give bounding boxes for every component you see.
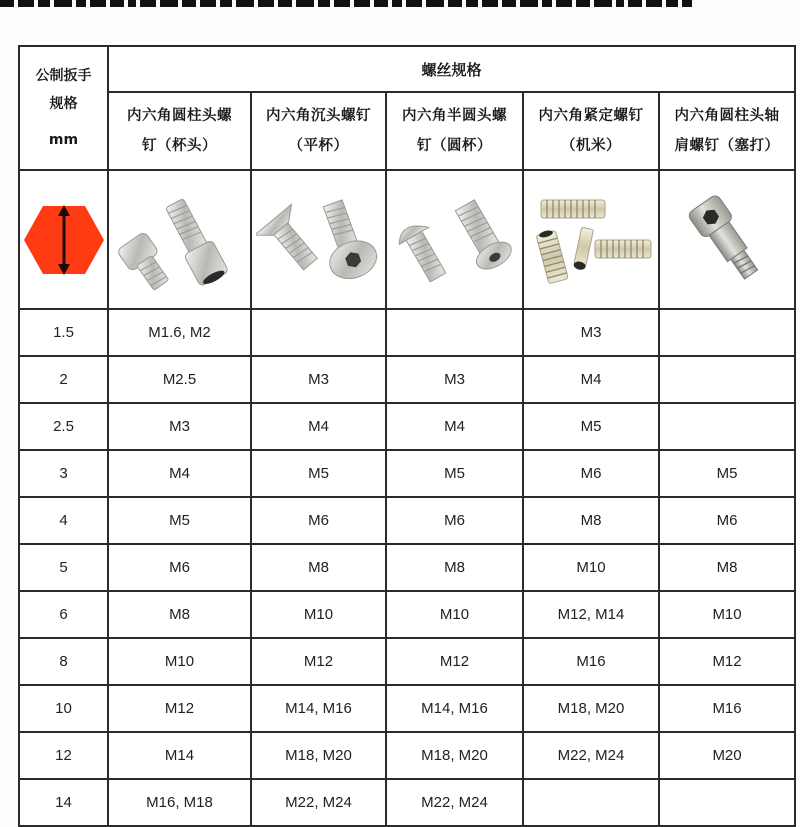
spec-cell: M5: [523, 403, 659, 450]
column-header-line2: 肩螺钉（塞打）: [674, 138, 780, 154]
spec-cell: M18, M20: [386, 732, 523, 779]
column-header-line2: （机米）: [561, 138, 621, 154]
spec-cell: M12: [659, 638, 795, 685]
spec-cell: [659, 309, 795, 356]
column-header-line2: （平杯）: [288, 138, 349, 154]
spec-cell: M12: [108, 685, 251, 732]
column-header-set-screw: [523, 92, 659, 170]
spec-cell: M22, M24: [386, 779, 523, 826]
wrench-size-unit: mm: [48, 132, 79, 148]
spec-cell: [523, 779, 659, 826]
spec-cell: M3: [386, 356, 523, 403]
wrench-size-cell: 8: [19, 638, 108, 685]
wrench-size-cell: 14: [19, 779, 108, 826]
hex-size-icon-cell: [19, 170, 108, 309]
spec-cell: M16, M18: [108, 779, 251, 826]
image-row: [19, 170, 795, 309]
button-head-screw-photo: [386, 170, 523, 309]
table-row: [19, 591, 795, 638]
wrench-size-cell: 5: [19, 544, 108, 591]
spec-cell: M4: [108, 450, 251, 497]
spec-cell: [251, 309, 386, 356]
spec-cell: M8: [108, 591, 251, 638]
wrench-size-cell: 4: [19, 497, 108, 544]
table-row: [19, 779, 795, 826]
spec-cell: M20: [659, 732, 795, 779]
spec-cell: M2.5: [108, 356, 251, 403]
column-header-line1: 内六角沉头螺钉: [266, 108, 371, 124]
wrench-size-cell: 10: [19, 685, 108, 732]
spec-cell: M8: [659, 544, 795, 591]
spec-cell: M12: [386, 638, 523, 685]
column-header-button-head: [386, 92, 523, 170]
set-screw-icon: [529, 190, 654, 290]
shoulder-screw-icon: [677, 192, 777, 287]
spec-cell: M6: [386, 497, 523, 544]
spec-cell: M10: [108, 638, 251, 685]
table-row: [19, 450, 795, 497]
column-header-line2: 钉（杯头）: [142, 138, 217, 154]
spec-cell: M16: [659, 685, 795, 732]
spec-cell: M18, M20: [523, 685, 659, 732]
table-row: [19, 732, 795, 779]
table-row: [19, 544, 795, 591]
spec-cell: [659, 356, 795, 403]
header-row-group: [19, 46, 795, 92]
spec-cell: M3: [251, 356, 386, 403]
wrench-size-cell: 1.5: [19, 309, 108, 356]
socket-head-cap-screw-photo: [108, 170, 251, 309]
spec-cell: [659, 403, 795, 450]
spec-cell: M8: [523, 497, 659, 544]
spec-cell: M8: [251, 544, 386, 591]
page-title-clipped: [0, 0, 800, 7]
spec-cell: M14, M16: [251, 685, 386, 732]
spec-cell: M12: [251, 638, 386, 685]
wrench-size-cell: 2.5: [19, 403, 108, 450]
column-header-line1: 内六角紧定螺钉: [538, 108, 644, 124]
spec-cell: M14, M16: [386, 685, 523, 732]
spec-cell: M14: [108, 732, 251, 779]
spec-cell: M5: [108, 497, 251, 544]
table-row: [19, 309, 795, 356]
spec-cell: M10: [659, 591, 795, 638]
hex-wrench-size-icon: [23, 204, 105, 276]
spec-cell: M6: [523, 450, 659, 497]
spec-cell: M3: [108, 403, 251, 450]
set-screw-photo: [523, 170, 659, 309]
spec-cell: M6: [108, 544, 251, 591]
countersunk-screw-icon: [256, 195, 381, 285]
spec-cell: M1.6, M2: [108, 309, 251, 356]
wrench-screw-spec-table: [18, 45, 796, 827]
spec-cell: [659, 779, 795, 826]
screw-spec-group-header: 螺丝规格: [108, 46, 795, 92]
wrench-size-cell: 6: [19, 591, 108, 638]
table-row: [19, 497, 795, 544]
wrench-size-header-line1: 公制扳手: [35, 68, 92, 84]
spec-cell: [386, 309, 523, 356]
spec-cell: M12, M14: [523, 591, 659, 638]
spec-cell: M18, M20: [251, 732, 386, 779]
column-header-line2: 钉（圆杯）: [417, 138, 492, 154]
spec-cell: M22, M24: [523, 732, 659, 779]
spec-cell: M4: [251, 403, 386, 450]
column-header-line1: 内六角半圆头螺: [402, 108, 507, 124]
column-header-line1: 内六角圆柱头轴: [674, 108, 780, 124]
wrench-size-header: [19, 46, 108, 170]
spec-cell: M10: [251, 591, 386, 638]
spec-cell: M5: [251, 450, 386, 497]
table-row: [19, 356, 795, 403]
spec-cell: M3: [523, 309, 659, 356]
wrench-size-cell: 3: [19, 450, 108, 497]
table-row: [19, 685, 795, 732]
wrench-size-header-line2: 规格: [49, 96, 78, 112]
spec-cell: M5: [659, 450, 795, 497]
spec-cell: M5: [386, 450, 523, 497]
spec-cell: M6: [659, 497, 795, 544]
wrench-size-cell: 2: [19, 356, 108, 403]
button-head-screw-icon: [392, 197, 517, 282]
spec-cell: M10: [523, 544, 659, 591]
header-row-types: [19, 92, 795, 170]
spec-cell: M22, M24: [251, 779, 386, 826]
countersunk-screw-photo: [251, 170, 386, 309]
column-header-line1: 内六角圆柱头螺: [127, 108, 232, 124]
spec-cell: M16: [523, 638, 659, 685]
wrench-size-cell: 12: [19, 732, 108, 779]
shoulder-screw-photo: [659, 170, 795, 309]
column-header-countersunk: [251, 92, 386, 170]
column-header-shoulder-screw: [659, 92, 795, 170]
table-row: [19, 638, 795, 685]
spec-cell: M4: [523, 356, 659, 403]
column-header-socket-cap: [108, 92, 251, 170]
spec-cell: M6: [251, 497, 386, 544]
spec-cell: M10: [386, 591, 523, 638]
spec-cell: M8: [386, 544, 523, 591]
socket-head-cap-screw-icon: [115, 190, 245, 290]
table-row: [19, 403, 795, 450]
spec-cell: M4: [386, 403, 523, 450]
